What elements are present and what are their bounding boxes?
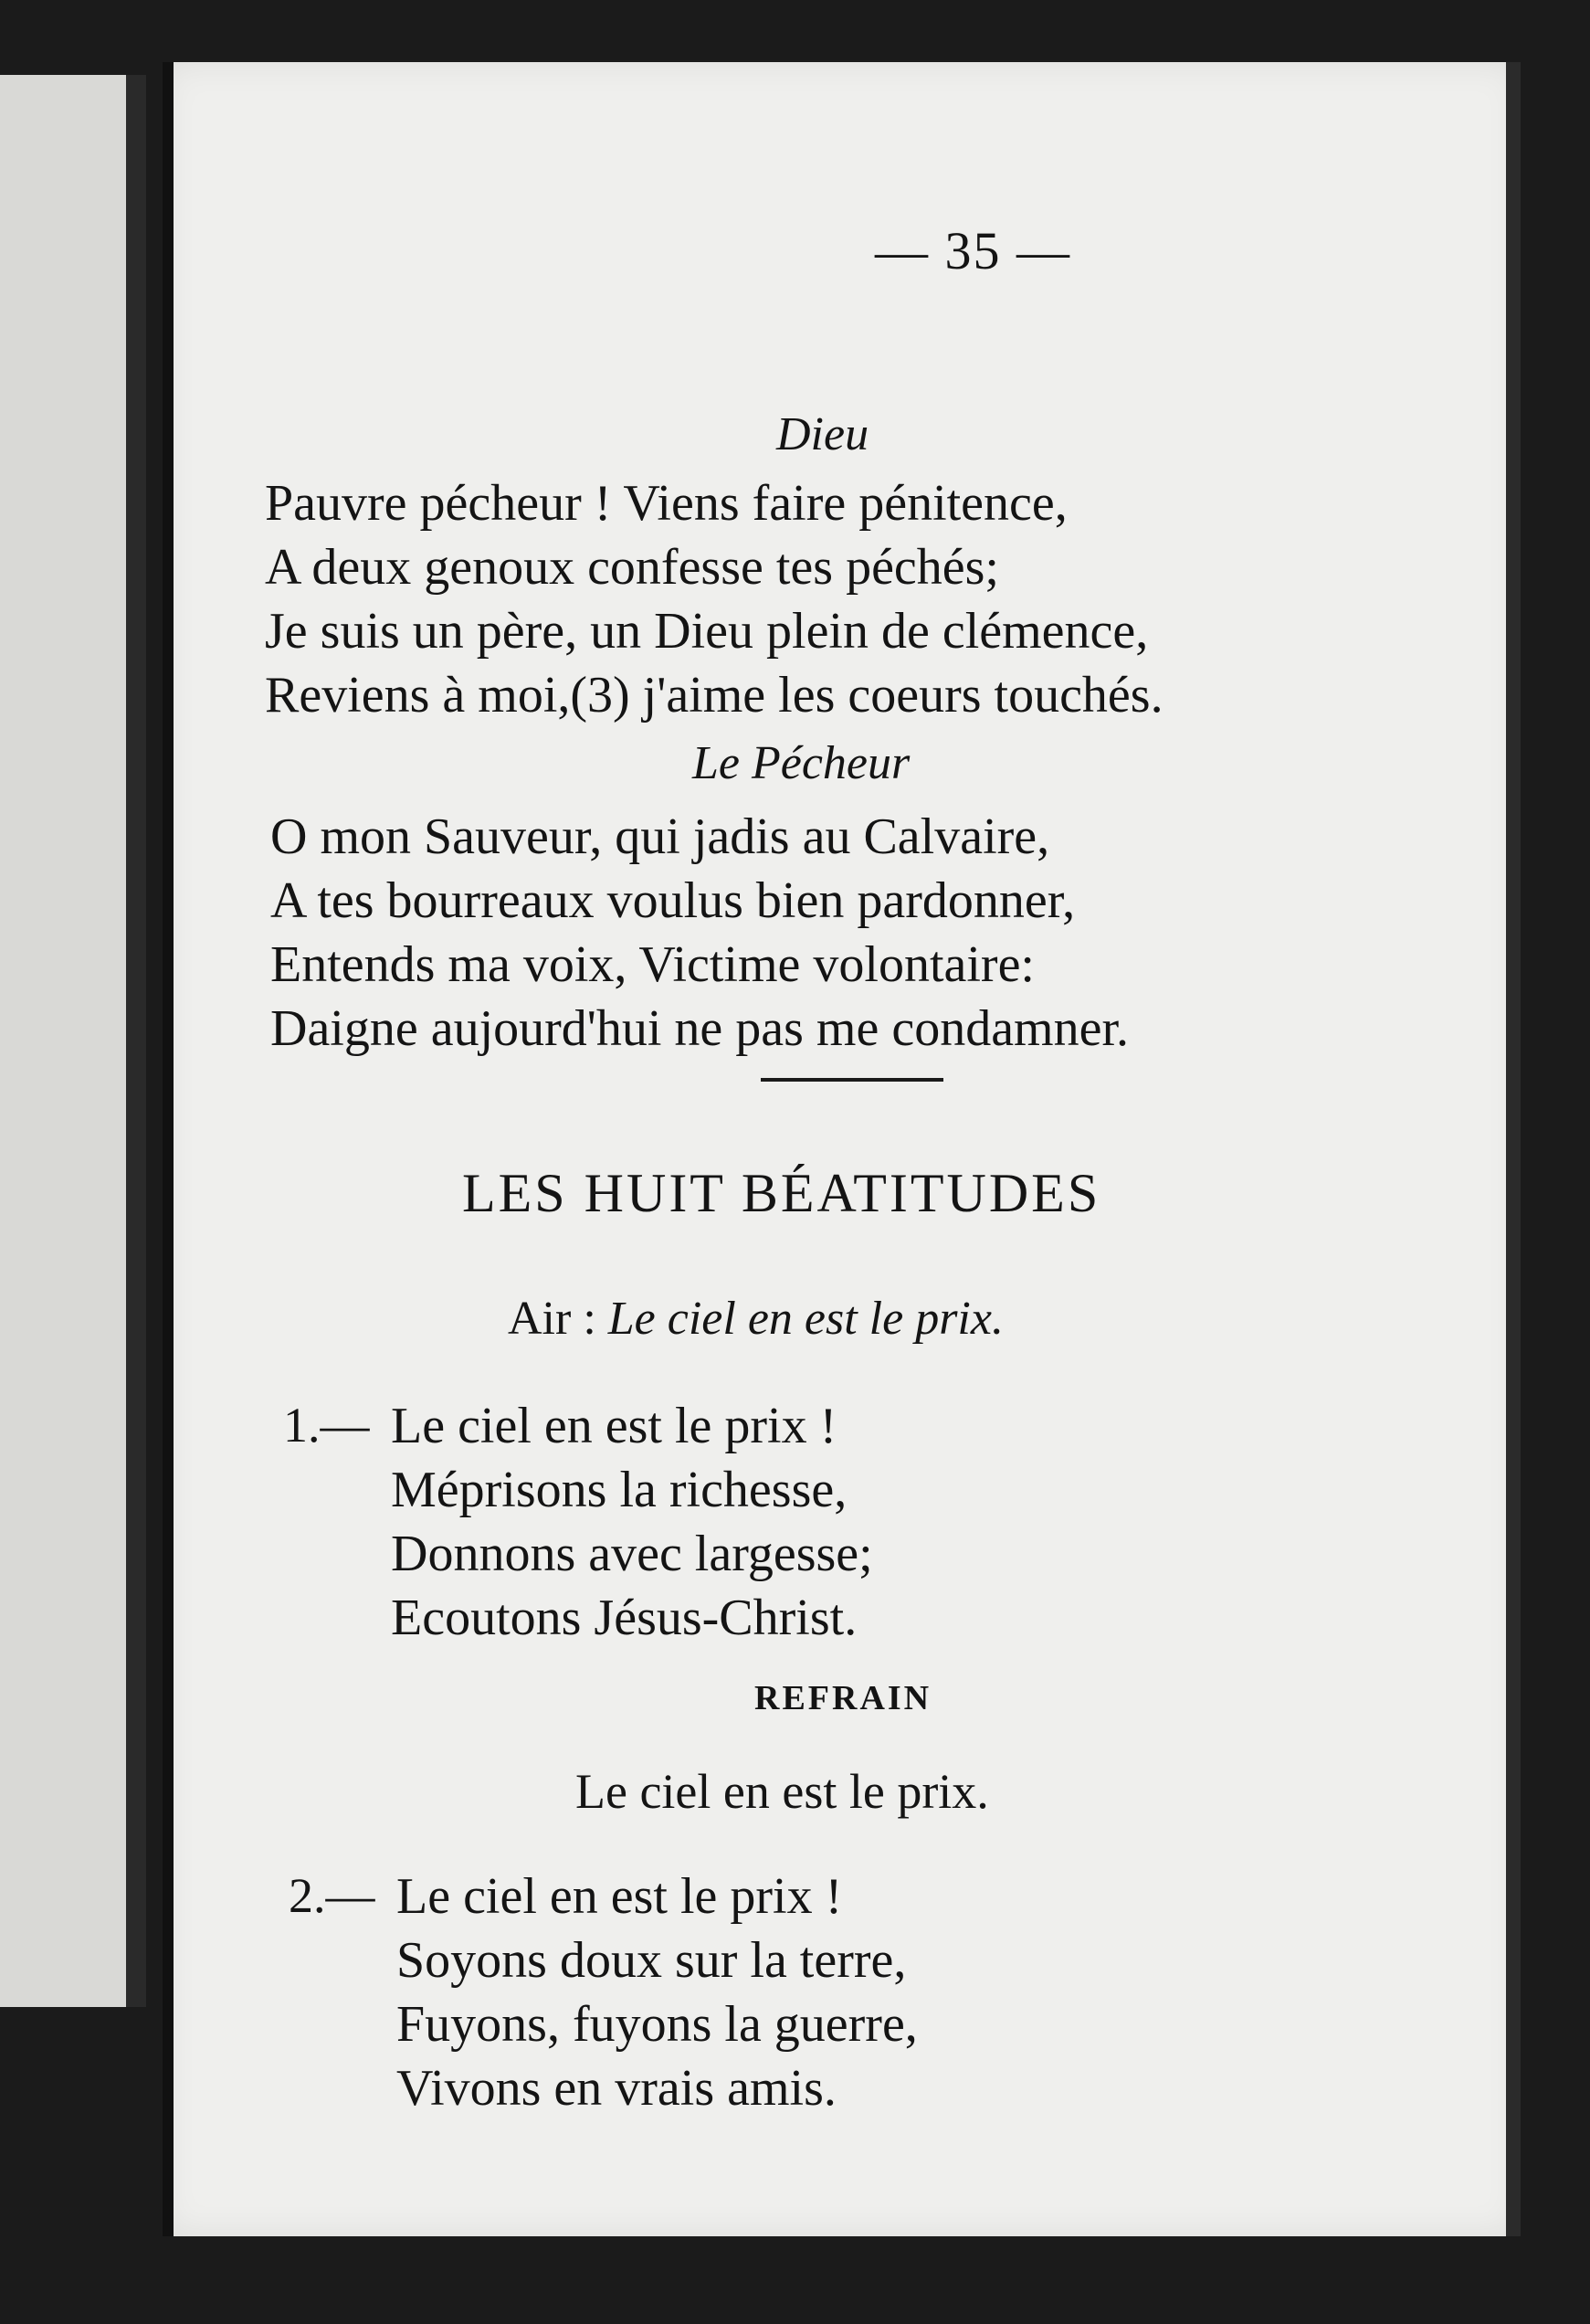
page-right-border	[1506, 62, 1521, 2236]
verse-line: Je suis un père, un Dieu plein de clémence,	[265, 603, 1149, 660]
verse-line: A deux genoux confesse tes péchés;	[265, 539, 999, 596]
verse-line: Reviens à moi,(3) j'aime les coeurs touchés.	[265, 667, 1164, 724]
verse-line: O mon Sauveur, qui jadis au Calvaire,	[270, 808, 1050, 865]
couplet-number: 2.—	[289, 1868, 375, 1923]
page-spine-border	[163, 62, 174, 2236]
verse-line: Fuyons, fuyons la guerre,	[396, 1996, 918, 2053]
section-title: LES HUIT BÉATITUDES	[462, 1163, 1101, 1223]
verse-line: Entends ma voix, Victime volontaire:	[270, 936, 1035, 993]
refrain-label: REFRAIN	[754, 1679, 932, 1717]
speaker-dieu: Dieu	[776, 408, 869, 460]
verse-line: Le ciel en est le prix !	[396, 1868, 843, 1925]
air-line	[508, 1295, 1004, 1343]
verse-line: Soyons doux sur la terre,	[396, 1932, 907, 1989]
facing-page-edge	[0, 75, 146, 2007]
verse-line: Ecoutons Jésus-Christ.	[391, 1590, 858, 1646]
book-page	[163, 62, 1521, 2236]
verse-line: Donnons avec largesse;	[391, 1526, 873, 1582]
couplet-number: 1.—	[283, 1398, 370, 1452]
verse-line: Vivons en vrais amis.	[396, 2060, 837, 2117]
verse-line: A tes bourreaux voulus bien pardonner,	[270, 872, 1076, 929]
air-tune: Le ciel en est le prix.	[607, 1293, 1004, 1345]
speaker-le-pecheur: Le Pécheur	[692, 737, 911, 789]
page-number: — 35 —	[875, 221, 1071, 280]
verse-line: Méprisons la richesse,	[391, 1462, 848, 1518]
air-label: Air :	[508, 1293, 596, 1345]
refrain-line: Le ciel en est le prix.	[575, 1764, 989, 1819]
verse-line: Le ciel en est le prix !	[391, 1398, 837, 1454]
verse-line: Pauvre pécheur ! Viens faire pénitence,	[265, 475, 1068, 532]
section-divider	[761, 1078, 943, 1082]
verse-line: Daigne aujourd'hui ne pas me condamner.	[270, 1000, 1130, 1057]
facing-page-border	[126, 75, 146, 2007]
